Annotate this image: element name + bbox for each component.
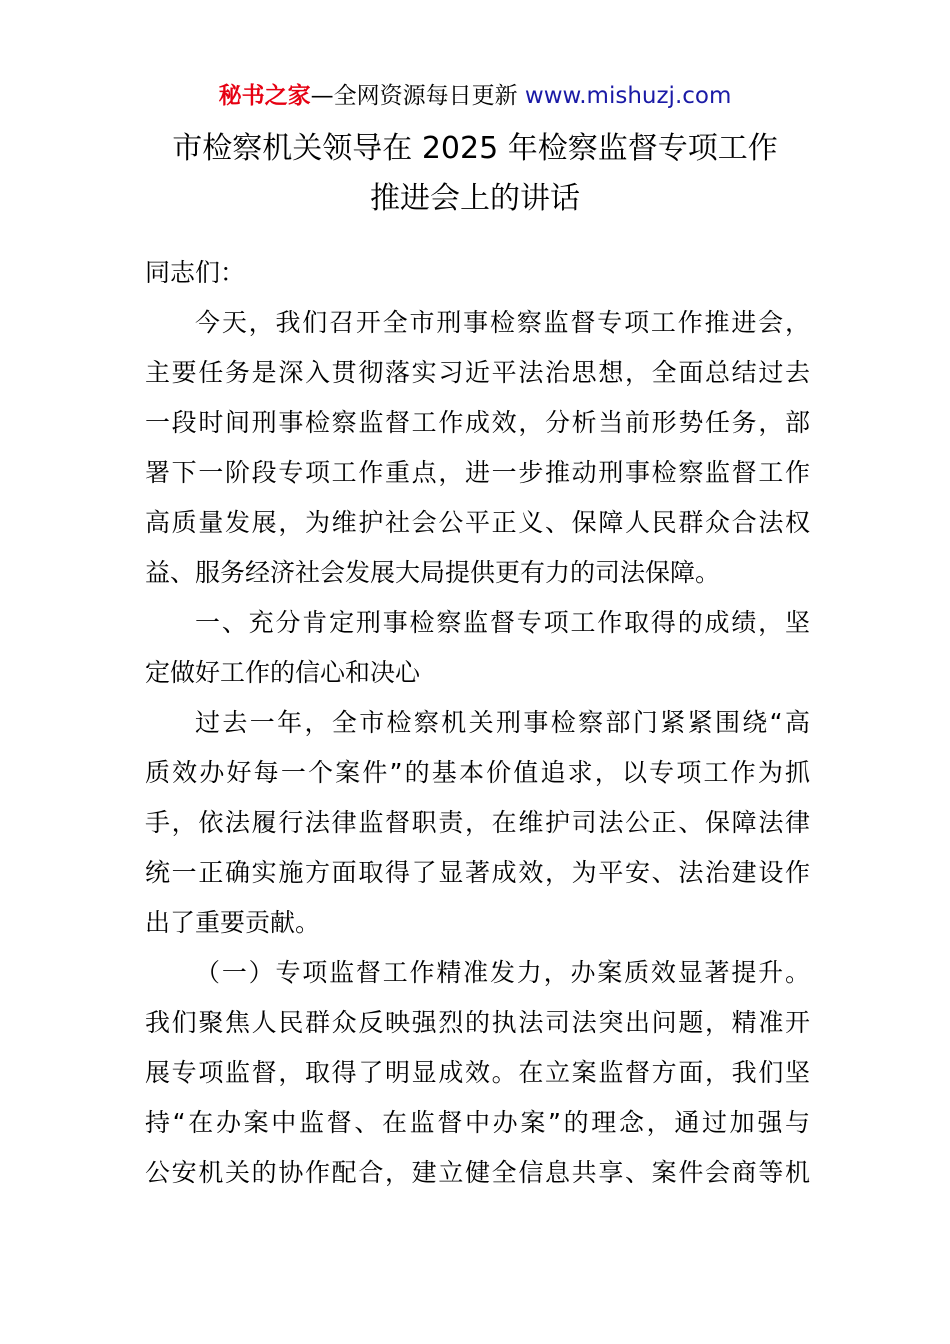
body-line: 今天，我们召开全市刑事检察监督专项工作推进会， xyxy=(195,308,810,337)
document-body xyxy=(145,248,810,1198)
body-line: 持“在办案中监督、在监督中办案”的理念，通过加强与 xyxy=(145,1108,810,1137)
body-line: 出了重要贡献。 xyxy=(145,908,321,937)
body-line: 手，依法履行法律监督职责，在维护司法公正、保障法律 xyxy=(145,808,810,837)
salutation: 同志们： xyxy=(145,258,246,287)
subsection-heading-line: （一）专项监督工作精准发力，办案质效显著提升。 xyxy=(195,958,810,987)
section-heading-line: 一、充分肯定刑事检察监督专项工作取得的成绩，坚 xyxy=(195,608,810,637)
title-line-2: 推进会上的讲话 xyxy=(370,181,580,216)
body-line: 我们聚焦人民群众反映强烈的执法司法突出问题，精准开 xyxy=(145,1008,810,1037)
body-line: 质效办好每一个案件”的基本价值追求，以专项工作为抓 xyxy=(145,758,810,787)
site-banner xyxy=(0,80,950,112)
banner-url[interactable]: www.mishuzj.com xyxy=(524,83,732,109)
banner-brand: 秘书之家 xyxy=(218,83,311,109)
title-line-1: 市检察机关领导在 2025 年检察监督专项工作 xyxy=(172,131,778,166)
body-line: 展专项监督，取得了明显成效。在立案监督方面，我们坚 xyxy=(145,1058,810,1087)
body-line: 一段时间刑事检察监督工作成效，分析当前形势任务，部 xyxy=(145,408,810,437)
body-line: 统一正确实施方面取得了显著成效，为平安、法治建设作 xyxy=(145,858,810,887)
body-line: 公安机关的协作配合，建立健全信息共享、案件会商等机 xyxy=(145,1158,810,1187)
section-heading-line: 定做好工作的信心和决心 xyxy=(145,658,421,687)
banner-tagline: —全网资源每日更新 xyxy=(310,83,525,109)
body-line: 高质量发展，为维护社会公平正义、保障人民群众合法权 xyxy=(145,508,810,537)
body-line: 过去一年，全市检察机关刑事检察部门紧紧围绕“高 xyxy=(195,708,810,737)
body-line: 署下一阶段专项工作重点，进一步推动刑事检察监督工作 xyxy=(145,458,810,487)
body-line: 益、服务经济社会发展大局提供更有力的司法保障。 xyxy=(145,558,721,587)
body-line: 主要任务是深入贯彻落实习近平法治思想，全面总结过去 xyxy=(145,358,810,387)
document-title xyxy=(0,124,950,224)
